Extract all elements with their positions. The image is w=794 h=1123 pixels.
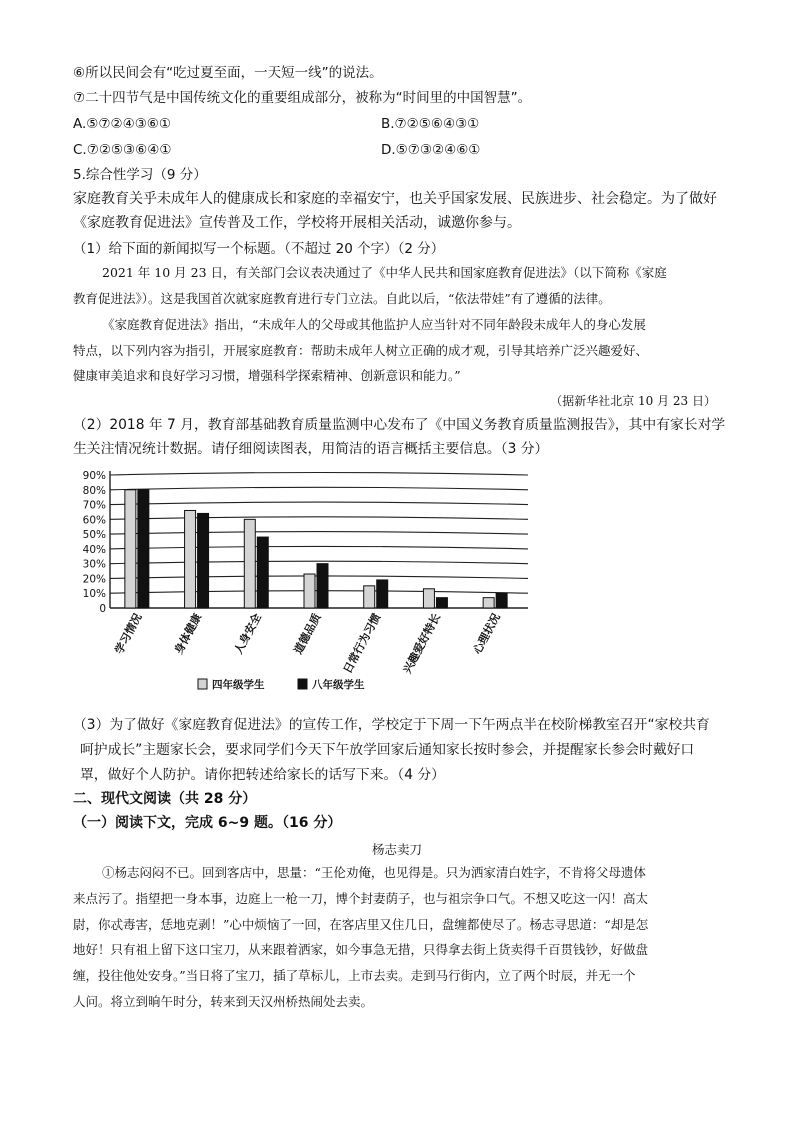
bar-grade8 [377,580,388,608]
q5-sub3-line3: 罩，做好个人防护。请你把转述给家长的话写下来。（4 分） [80,767,445,783]
story-line6: 人问。将立到晌午时分，转来到天汉州桥热闹处去卖。 [73,994,374,1009]
x-tick-label: 道德品质 [291,611,324,657]
y-tick-label: 70% [82,499,106,512]
story-line2: 来点污了。指望把一身本事，边庭上一枪一刀，博个封妻荫子，也与祖宗争口气。不想又吃这一闪！高太 [73,891,649,906]
legend-swatch [298,679,307,689]
y-tick-label: 50% [82,529,106,542]
story-line4: 地好！只有祖上留下这口宝刀，从来跟着洒家，如今事急无措，只得拿去街上货卖得千百贯钱钞，好做盘 [73,942,649,957]
option-b: B.⑦②⑤⑥④③① [381,116,480,132]
part2-heading: 二、现代文阅读（共 28 分） [73,791,257,807]
story-title: 杨志卖刀 [371,842,422,857]
gridline [110,517,528,520]
x-tick-label: 日常行为习惯 [340,611,384,676]
q5-sub2-line2: 生关注情况统计数据。请仔细阅读图表，用简洁的语言概括主要信息。（3 分） [73,441,549,457]
y-tick-label: 30% [82,558,106,571]
bar-grade4 [483,598,494,608]
y-tick-label: 40% [82,543,106,556]
x-tick-label: 学习情况 [112,611,145,657]
option-d: D.⑤⑦③②④⑥① [381,142,481,158]
news-para1-line1: 2021 年 10 月 23 日，有关部门会议表决通过了《中华人民共和国家庭教育促进法》（以下简称《家庭 [102,265,667,280]
bar-grade4 [304,574,315,608]
legend-label: 四年级学生 [212,679,265,691]
part2-sub-heading: （一）阅读下文，完成 6~9 题。（16 分） [73,815,342,831]
bar-grade8 [257,537,268,608]
news-source: （据新华社北京 10 月 23 日） [550,394,716,408]
bar-grade8 [317,564,328,608]
gridline [110,502,528,505]
news-para2-line3: 健康审美追求和良好学习习惯，增强科学探索精神、创新意识和能力。” [73,368,461,383]
q5-sub3-line2: 呵护成长”主题家长会，要求同学们今天下午放学回家后通知家长按时参会，并提醒家长参会时戴好口 [80,742,695,758]
bar-grade8 [496,593,507,608]
gridline [110,532,528,535]
story-line5: 缠，投往他处安身。”当日将了宝刀，插了草标儿，上市去卖。走到马行街内，立了两个时辰，并无一个 [73,968,636,983]
bar-grade4 [244,519,255,608]
news-para1-line2: 教育促进法》）。这是我国首次就家庭教育进行专门立法。自此以后，“依法带娃”有了遵循的法律。 [73,291,611,306]
option-c: C.⑦②⑤③⑥④① [73,142,172,158]
y-tick-label: 0 [99,603,106,615]
bar-grade8 [198,513,209,608]
y-tick-label: 80% [82,484,106,497]
y-tick-label: 90% [82,470,106,482]
news-para2-line2: 特点，以下列内容为指引，开展家庭教育：帮助未成年人树立正确的成才观，引导其培养广泛兴趣爱好、 [73,343,649,358]
x-tick-label: 兴趣爱好特长 [400,611,444,676]
parent-attention-bar-chart [62,465,542,705]
sentence-7: ⑦二十四节气是中国传统文化的重要组成部分，被称为“时间里的中国智慧”。 [73,90,532,106]
q5-sub3-line1: （3）为了做好《家庭教育促进法》的宣传工作，学校定于下周一下午两点半在校阶梯教室召开“家校共育 [73,717,710,733]
y-tick-label: 20% [82,573,106,586]
y-tick-label: 60% [82,514,106,527]
story-line3: 尉，你忒毒害，恁地克剥！”心中烦恼了一回，在客店里又住几日，盘缠都使尽了。杨志寻思道：“却是怎 [73,917,649,932]
gridline [110,487,528,490]
bar-grade4 [423,589,434,608]
legend-swatch [198,679,207,689]
bar-grade8 [436,598,447,608]
gridline [110,473,528,476]
q5-intro-line1: 家庭教育关乎未成年人的健康成长和家庭的幸福安宁，也关乎国家发展、民族进步、社会稳定。为了做好 [73,191,717,207]
story-line1: ①杨志闷闷不已。回到客店中，思量：“王伦劝俺，也见得是。只为洒家清白姓字，不肯将父母遗体 [102,865,646,880]
x-tick-label: 人身安全 [231,611,264,657]
bar-grade4 [185,510,196,608]
q5-sub2-line1: （2）2018 年 7 月，教育部基础教育质量监测中心发布了《中国义务教育质量监测报告》，其中有家长对学 [73,417,726,433]
bar-grade4 [364,586,375,608]
x-tick-label: 身体健康 [172,611,205,657]
gridline [110,546,528,549]
q5-intro-line2: 《家庭教育促进法》宣传普及工作，学校将开展相关活动，诚邀你参与。 [73,215,521,231]
legend-label: 八年级学生 [312,679,365,691]
news-para2-line1: 《家庭教育促进法》指出，“未成年人的父母或其他监护人应当针对不同年龄段未成年人的身心发展 [102,317,646,332]
q5-heading: 5.综合性学习（9 分） [73,167,207,183]
x-tick-label: 心理状况 [470,611,503,657]
bar-grade4 [125,490,136,608]
bar-grade8 [138,490,149,608]
sentence-6: ⑥所以民间会有“吃过夏至面，一天短一线”的说法。 [73,65,383,81]
y-tick-label: 10% [82,588,106,601]
option-a: A.⑤⑦②④③⑥① [73,116,172,132]
q5-sub1: （1）给下面的新闻拟写一个标题。（不超过 20 个字）（2 分） [73,241,445,257]
